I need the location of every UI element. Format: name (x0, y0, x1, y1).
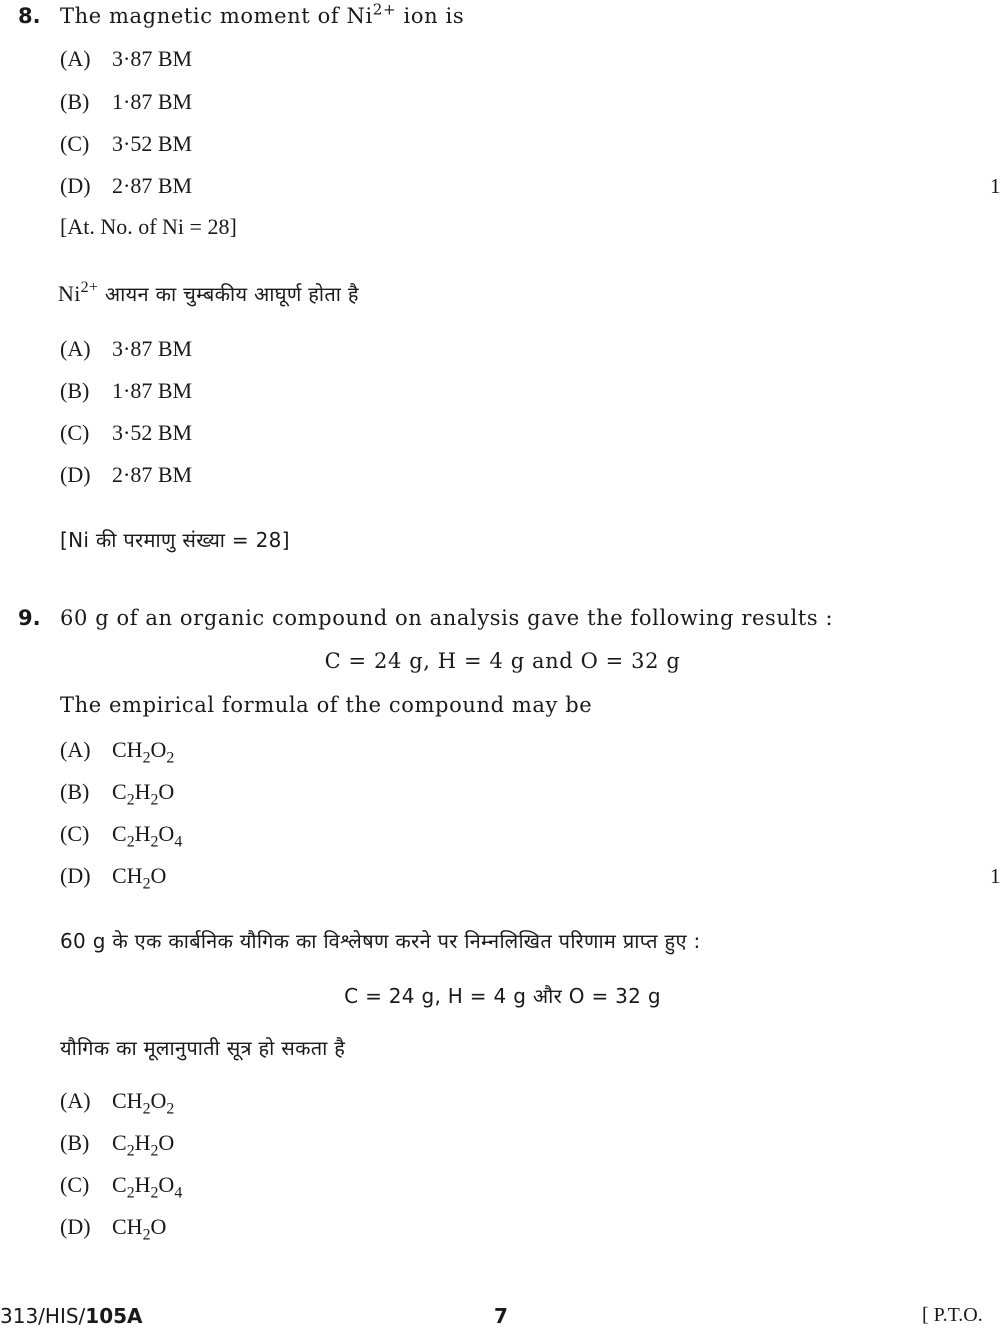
q9-hindi-stem: 60 g के एक कार्बनिक यौगिक का विश्लेषण करने पर निम्नलिखित परिणाम प्राप्त हुए : (60, 929, 701, 953)
q8-hindi-stem (58, 280, 359, 307)
option-label: (B) (60, 779, 90, 804)
q9-question: The empirical formula of the compound may be (60, 693, 593, 717)
formula-part: O (158, 779, 175, 804)
q8-marks: 1 (990, 174, 1001, 198)
option-label: (A) (60, 336, 91, 361)
q8-hindi-stem-suffix: आयन का चुम्बकीय आघूर्ण होता है (98, 282, 359, 306)
option-label: (B) (60, 89, 90, 114)
formula-sub: 2 (150, 1142, 159, 1160)
option-value: 2·87 BM (112, 462, 193, 487)
q9-marks: 1 (990, 864, 1001, 888)
formula-part: CH (112, 737, 143, 762)
formula-sub: 2 (126, 1142, 135, 1160)
q8-option-b (60, 89, 192, 115)
formula-sub: 2 (166, 1100, 175, 1118)
option-value: 3·52 BM (112, 420, 193, 445)
option-label: (D) (60, 173, 91, 198)
option-label: (C) (60, 420, 90, 445)
formula-sub: 2 (166, 749, 175, 767)
formula-part: C (112, 1172, 127, 1197)
q9-option-b (60, 779, 175, 809)
footer-paper-code (0, 1304, 143, 1328)
formula-part: CH (112, 1088, 143, 1113)
formula-part: O (158, 1130, 175, 1155)
formula-sub: 2 (126, 1184, 135, 1202)
q8-hindi-note: [Ni की परमाणु संख्या = 28] (60, 528, 290, 552)
q8-hindi-option-b (60, 378, 192, 404)
q8-option-c (60, 131, 192, 157)
pto-label: [ P.T.O. (922, 1304, 983, 1326)
footer-code-prefix: 313/HIS/ (0, 1304, 86, 1328)
q8-stem-prefix: The magnetic moment of Ni (60, 4, 373, 28)
q8-hindi-stem-sup: 2+ (80, 279, 99, 297)
page-number: 7 (494, 1304, 508, 1328)
q9-hindi-option-b (60, 1130, 175, 1160)
formula-sub: 2 (150, 1184, 159, 1202)
formula-part: CH (112, 863, 143, 888)
formula-part: H (134, 1130, 151, 1155)
option-label: (C) (60, 1172, 90, 1197)
formula-sub: 2 (142, 875, 151, 893)
q8-option-a (60, 46, 192, 72)
formula-sub: 2 (142, 1226, 151, 1244)
q9-hindi-option-c (60, 1172, 183, 1202)
formula-sub: 2 (142, 749, 151, 767)
option-value: 1·87 BM (112, 89, 193, 114)
q8-hindi-option-c (60, 420, 192, 446)
q8-number: 8. (18, 4, 41, 28)
formula-part: H (134, 821, 151, 846)
formula-sub: 2 (142, 1100, 151, 1118)
formula-part: O (150, 863, 167, 888)
formula-sub: 2 (126, 791, 135, 809)
q9-option-c (60, 821, 183, 851)
option-label: (D) (60, 1214, 91, 1239)
q8-hindi-stem-prefix: Ni (58, 281, 81, 306)
formula-part: CH (112, 1214, 143, 1239)
option-label: (D) (60, 462, 91, 487)
q9-hindi-option-a (60, 1088, 175, 1118)
q9-stem: 60 g of an organic compound on analysis gave the following results : (60, 606, 834, 630)
formula-part: O (150, 1214, 167, 1239)
option-label: (A) (60, 46, 91, 71)
formula-sub: 2 (150, 833, 159, 851)
formula-part: C (112, 779, 127, 804)
option-value: 1·87 BM (112, 378, 193, 403)
option-value: 3·87 BM (112, 336, 193, 361)
q9-option-a (60, 737, 175, 767)
q8-hindi-option-a (60, 336, 192, 362)
q9-hindi-data-line: C = 24 g, H = 4 g और O = 32 g (344, 984, 661, 1008)
q8-stem-sup: 2+ (372, 0, 397, 19)
formula-part: H (134, 1172, 151, 1197)
formula-sub: 2 (150, 791, 159, 809)
q9-hindi-question: यौगिक का मूलानुपाती सूत्र हो सकता है (60, 1036, 346, 1060)
q9-data-line: C = 24 g, H = 4 g and O = 32 g (324, 649, 681, 673)
formula-part: C (112, 1130, 127, 1155)
q8-hindi-option-d (60, 462, 192, 488)
option-label: (A) (60, 1088, 91, 1113)
formula-part: O (158, 1172, 175, 1197)
option-label: (A) (60, 737, 91, 762)
q8-note: [At. No. of Ni = 28] (60, 214, 237, 239)
formula-part: H (134, 779, 151, 804)
q8-stem-suffix: ion is (396, 4, 465, 28)
formula-part: O (158, 821, 175, 846)
formula-sub: 2 (126, 833, 135, 851)
option-value: 3·52 BM (112, 131, 193, 156)
formula-sub: 4 (174, 1184, 183, 1202)
formula-part: C (112, 821, 127, 846)
q8-option-d (60, 173, 192, 199)
formula-part: O (150, 737, 167, 762)
formula-sub: 4 (174, 833, 183, 851)
option-label: (C) (60, 131, 90, 156)
q9-number: 9. (18, 606, 41, 630)
option-label: (B) (60, 1130, 90, 1155)
q9-option-d (60, 863, 167, 893)
option-label: (D) (60, 863, 91, 888)
formula-part: O (150, 1088, 167, 1113)
option-value: 2·87 BM (112, 173, 193, 198)
footer-code-bold: 105A (85, 1304, 143, 1328)
q9-hindi-option-d (60, 1214, 167, 1244)
option-label: (C) (60, 821, 90, 846)
q8-stem (60, 0, 465, 28)
option-value: 3·87 BM (112, 46, 193, 71)
option-label: (B) (60, 378, 90, 403)
